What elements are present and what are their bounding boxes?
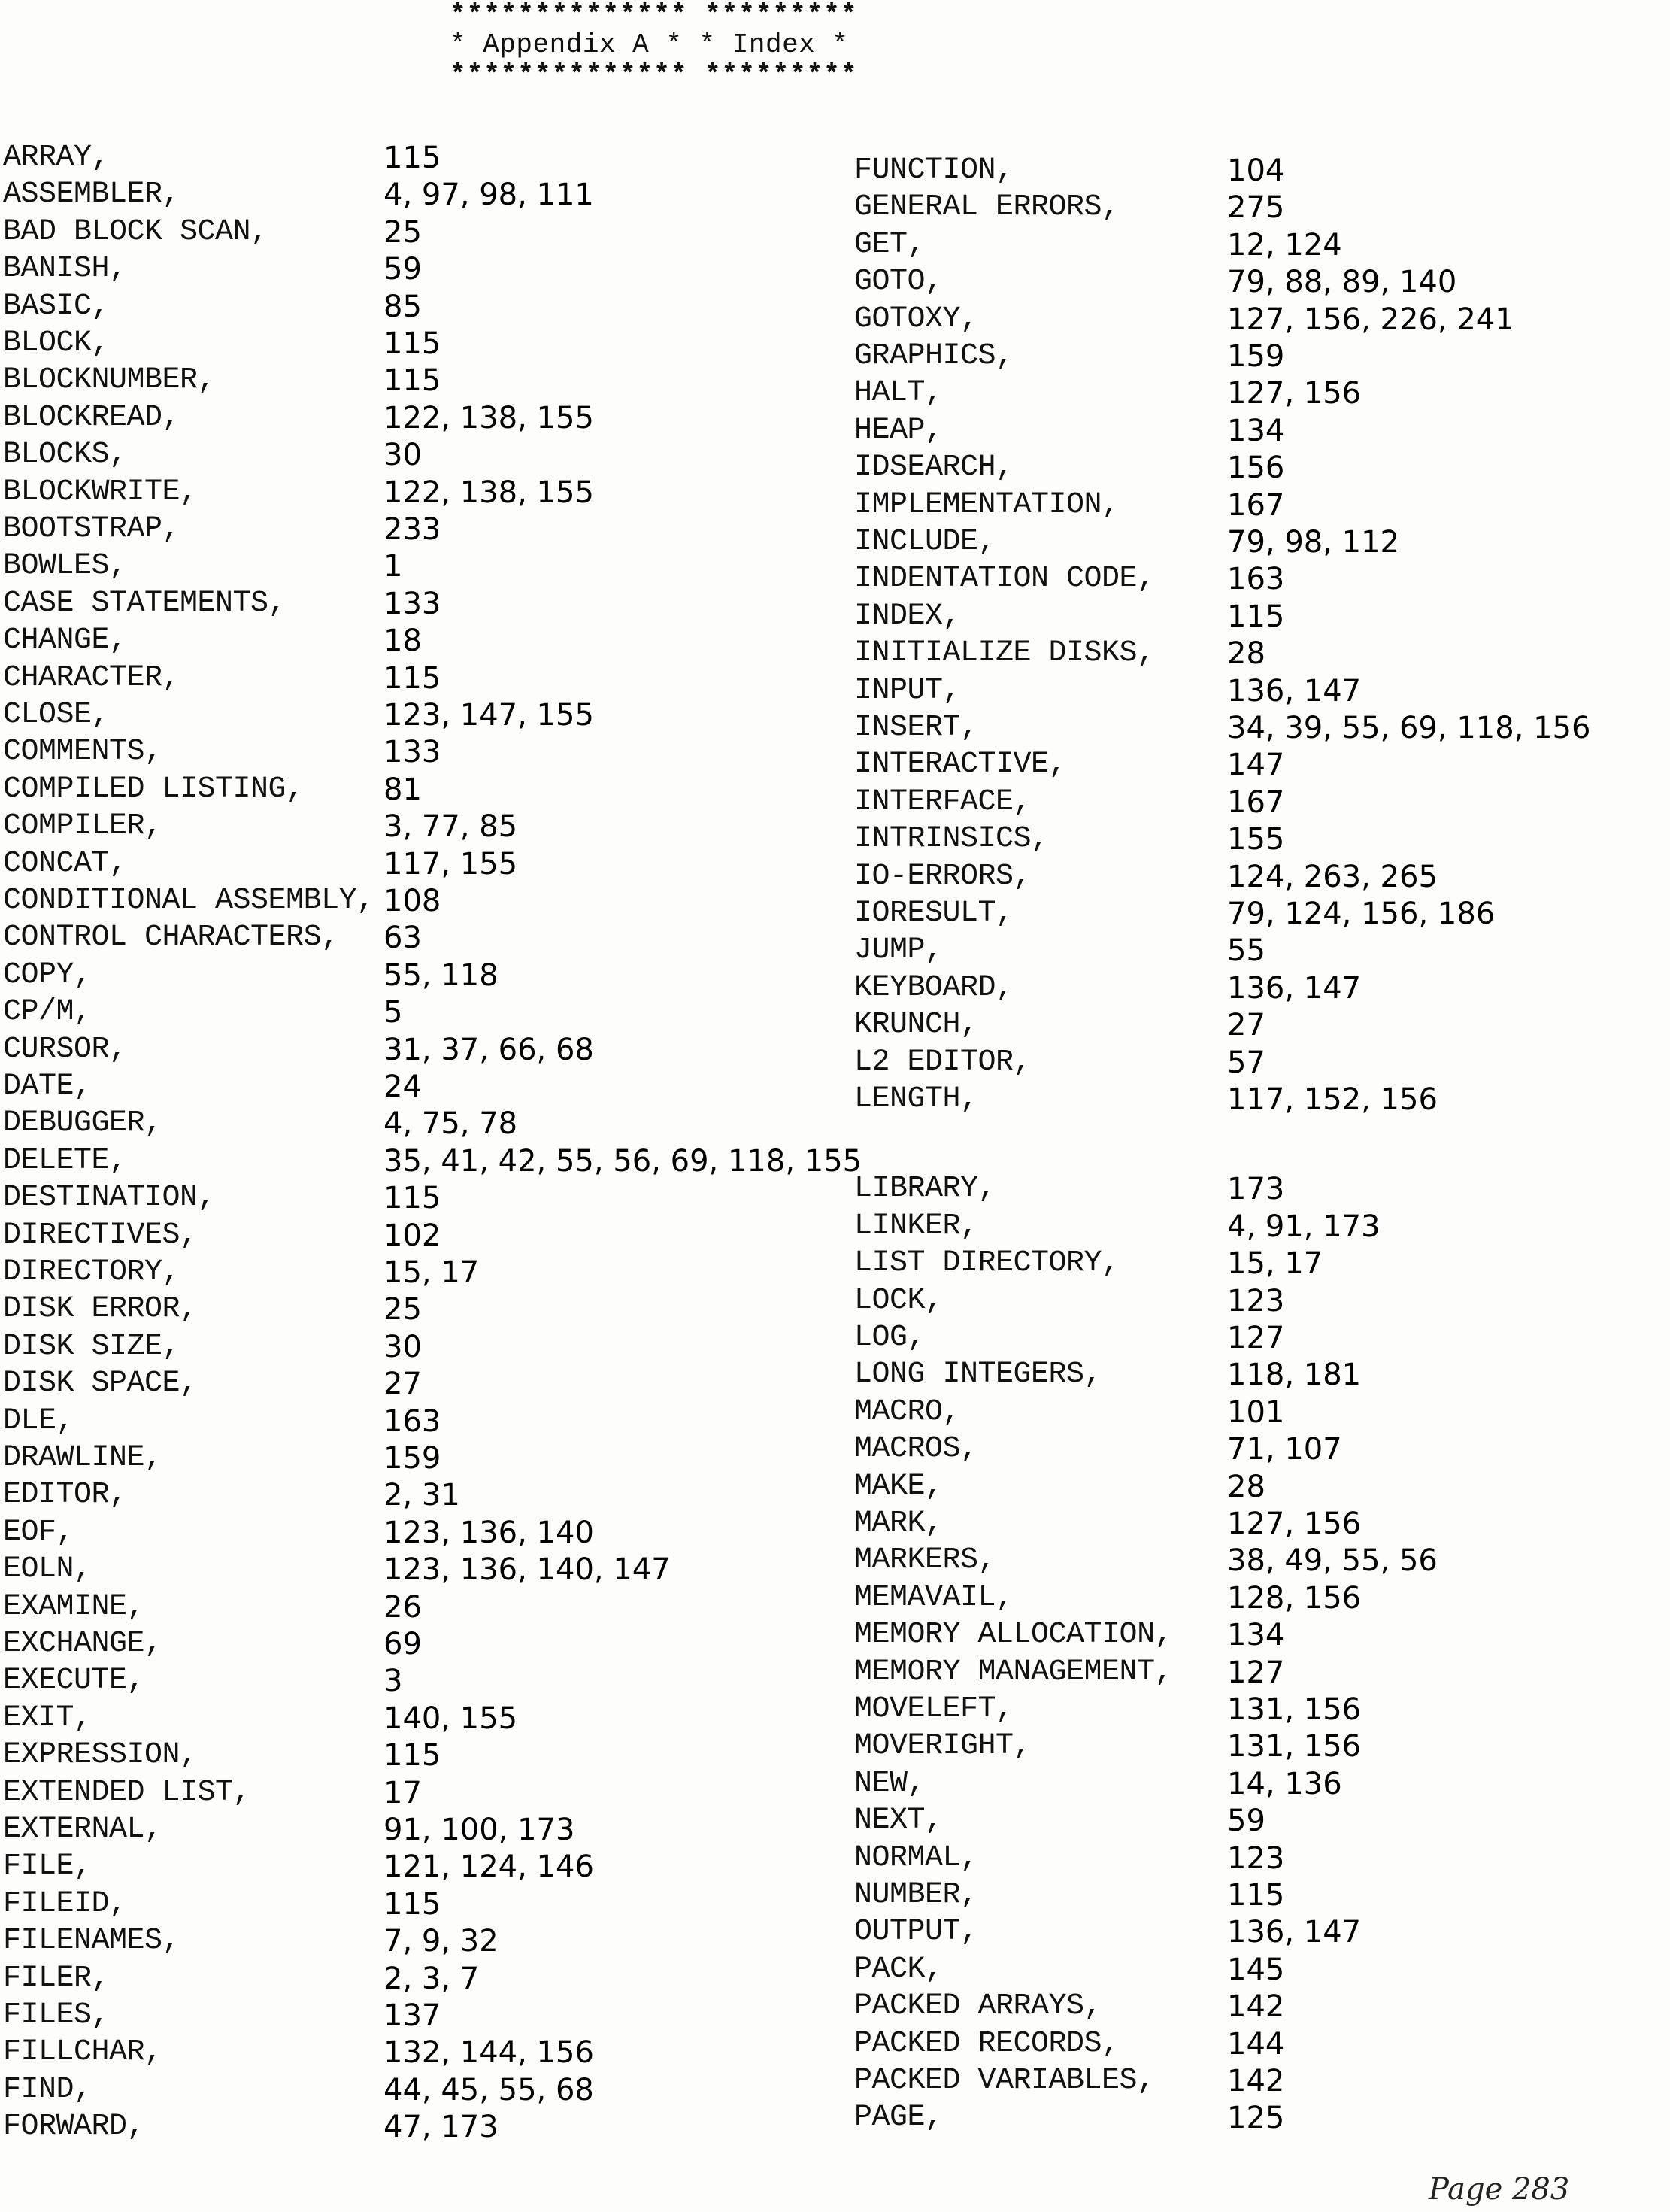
index-page-numbers: 131, 156 bbox=[1227, 1729, 1362, 1764]
index-page-numbers: 27 bbox=[383, 1367, 422, 1402]
index-term: FILENAMES, bbox=[3, 1924, 180, 1959]
index-page-numbers: 25 bbox=[383, 1292, 422, 1328]
index-page-numbers: 142 bbox=[1227, 1989, 1285, 2025]
index-term: ARRAY, bbox=[3, 141, 110, 174]
index-entry bbox=[854, 227, 1670, 263]
index-page-numbers: 127, 156, 226, 241 bbox=[1227, 302, 1514, 337]
index-page-numbers: 131, 156 bbox=[1227, 1692, 1362, 1727]
index-entry bbox=[854, 487, 1670, 523]
index-term: MEMORY MANAGEMENT, bbox=[854, 1655, 1173, 1689]
index-page-numbers: 69 bbox=[383, 1627, 422, 1661]
index-term: EXPRESSION, bbox=[3, 1738, 198, 1773]
index-page-numbers: 117, 152, 156 bbox=[1227, 1082, 1438, 1117]
index-page-numbers: 1 bbox=[383, 549, 403, 584]
index-term: INTERACTIVE, bbox=[854, 748, 1067, 782]
index-entry bbox=[854, 1692, 1670, 1728]
index-page-numbers: 15, 17 bbox=[1227, 1246, 1323, 1282]
index-page-numbers: 122, 138, 155 bbox=[383, 475, 594, 510]
index-entry bbox=[854, 1952, 1670, 1988]
index-entry bbox=[854, 2063, 1670, 2099]
index-term: PACKED RECORDS, bbox=[854, 2026, 1120, 2061]
index-entry bbox=[854, 338, 1670, 375]
index-page-numbers: 25 bbox=[383, 214, 422, 250]
index-term: LINKER, bbox=[854, 1209, 978, 1243]
index-term: PACKED ARRAYS, bbox=[854, 1989, 1102, 2024]
index-term: INCLUDE, bbox=[854, 525, 996, 559]
index-entry bbox=[854, 1506, 1670, 1542]
index-page-numbers: 147 bbox=[1227, 748, 1285, 783]
index-term: INTRINSICS, bbox=[854, 822, 1049, 857]
index-term: IDSEARCH, bbox=[854, 451, 1014, 485]
index-entry bbox=[854, 1082, 1670, 1118]
index-term: NUMBER, bbox=[854, 1878, 978, 1912]
index-page-numbers: 275 bbox=[1227, 190, 1285, 226]
index-page-numbers: 145 bbox=[1227, 1952, 1285, 1987]
index-entry bbox=[854, 190, 1670, 226]
index-term: CASE STATEMENTS, bbox=[3, 586, 286, 621]
index-term: BOOTSTRAP, bbox=[3, 512, 180, 546]
index-page-numbers: 163 bbox=[1227, 562, 1285, 597]
index-entry bbox=[854, 933, 1670, 969]
index-page-numbers: 4, 91, 173 bbox=[1227, 1209, 1381, 1244]
index-page-numbers: 122, 138, 155 bbox=[383, 400, 594, 435]
index-term: L2 EDITOR, bbox=[854, 1045, 1032, 1079]
index-page-numbers: 79, 98, 112 bbox=[1227, 525, 1400, 560]
index-page-numbers: 14, 136 bbox=[1227, 1766, 1342, 1801]
index-entry bbox=[854, 1246, 1670, 1282]
index-entry bbox=[854, 1877, 1670, 1913]
index-term: EXCHANGE, bbox=[3, 1627, 162, 1661]
index-entry bbox=[854, 302, 1670, 338]
index-page-numbers: 115 bbox=[383, 660, 441, 696]
index-term: PAGE, bbox=[854, 2101, 943, 2135]
index-page-numbers: 101 bbox=[1227, 1394, 1285, 1430]
index-page-numbers: 155 bbox=[1227, 822, 1285, 857]
index-term: EXTERNAL, bbox=[3, 1813, 162, 1846]
index-page-numbers: 167 bbox=[1227, 784, 1285, 820]
index-term: EXTENDED LIST, bbox=[3, 1775, 251, 1810]
index-page-numbers: 167 bbox=[1227, 487, 1285, 523]
index-term: LOCK, bbox=[854, 1283, 943, 1318]
index-page-numbers: 4, 97, 98, 111 bbox=[383, 178, 594, 213]
index-page-numbers: 133 bbox=[383, 735, 441, 770]
index-term: CONCAT, bbox=[3, 846, 127, 881]
index-term: COPY, bbox=[3, 957, 92, 992]
index-page-numbers: 159 bbox=[1227, 339, 1285, 374]
index-page-numbers: 163 bbox=[383, 1403, 441, 1439]
index-term: FORWARD, bbox=[3, 2110, 145, 2144]
index-page-numbers: 144 bbox=[1227, 2026, 1285, 2062]
index-term: MARKERS, bbox=[854, 1543, 996, 1578]
index-term: DELETE, bbox=[3, 1143, 127, 1178]
index-page-numbers: 121, 124, 146 bbox=[383, 1849, 594, 1885]
index-term: DIRECTIVES, bbox=[3, 1218, 198, 1252]
index-page-numbers: 5 bbox=[383, 995, 403, 1030]
index-term: CHARACTER, bbox=[3, 660, 180, 695]
index-entry bbox=[854, 1469, 1670, 1505]
index-entry bbox=[854, 636, 1670, 672]
index-page-numbers: 12, 124 bbox=[1227, 227, 1342, 262]
index-term: MOVERIGHT, bbox=[854, 1729, 1032, 1764]
index-entry bbox=[854, 450, 1670, 486]
index-page-numbers: 173 bbox=[1227, 1172, 1285, 1207]
index-page-numbers: 79, 124, 156, 186 bbox=[1227, 897, 1496, 931]
index-page-numbers: 44, 45, 55, 68 bbox=[383, 2072, 594, 2107]
index-page-numbers: 85 bbox=[383, 289, 422, 324]
index-term: DIRECTORY, bbox=[3, 1255, 180, 1289]
index-term: GOTOXY, bbox=[854, 302, 978, 336]
index-entry bbox=[854, 784, 1670, 821]
index-page-numbers: 134 bbox=[1227, 1618, 1285, 1653]
index-page-numbers: 4, 75, 78 bbox=[383, 1106, 518, 1142]
index-page-numbers: 18 bbox=[383, 624, 422, 659]
index-page-numbers: 140, 155 bbox=[383, 1701, 518, 1736]
index-entry bbox=[854, 1580, 1670, 1616]
index-entry bbox=[854, 1171, 1670, 1207]
index-page-numbers: 27 bbox=[1227, 1008, 1265, 1043]
index-term: NEXT, bbox=[854, 1804, 943, 1838]
index-term: INPUT, bbox=[854, 673, 961, 708]
index-term: IORESULT, bbox=[854, 897, 1014, 930]
index-term: KRUNCH, bbox=[854, 1008, 978, 1042]
index-page-numbers: 159 bbox=[383, 1441, 441, 1476]
index-entry bbox=[854, 2026, 1670, 2062]
index-entry bbox=[854, 1394, 1670, 1431]
index-term: EXAMINE, bbox=[3, 1589, 145, 1624]
index-term: BLOCKNUMBER, bbox=[3, 363, 216, 398]
index-term: DISK SIZE, bbox=[3, 1329, 180, 1364]
index-page-numbers: 31, 37, 66, 68 bbox=[383, 1032, 594, 1067]
index-term: CHANGE, bbox=[3, 624, 127, 658]
index-term: MACRO, bbox=[854, 1394, 961, 1429]
index-page-numbers: 156 bbox=[1227, 451, 1285, 486]
index-term: DEBUGGER, bbox=[3, 1106, 162, 1141]
index-page-numbers: 104 bbox=[1227, 153, 1285, 188]
index-entry bbox=[854, 1617, 1670, 1653]
index-term: GENERAL ERRORS, bbox=[854, 190, 1120, 225]
index-entry bbox=[854, 2100, 1670, 2136]
index-page-numbers: 132, 144, 156 bbox=[383, 2035, 594, 2071]
index-entry bbox=[854, 673, 1670, 709]
index-term: LENGTH, bbox=[854, 1082, 978, 1116]
index-page-numbers: 15, 17 bbox=[383, 1255, 480, 1290]
index-term: BLOCKREAD, bbox=[3, 400, 180, 435]
index-term: MARK, bbox=[854, 1507, 943, 1540]
index-page-numbers: 115 bbox=[383, 1738, 441, 1774]
index-entry bbox=[854, 710, 1670, 746]
index-page-numbers: 3 bbox=[383, 1664, 403, 1699]
index-page-numbers: 118, 181 bbox=[1227, 1358, 1362, 1393]
index-term: FIND, bbox=[3, 2072, 92, 2107]
index-page-numbers: 115 bbox=[383, 141, 441, 175]
index-term: NEW, bbox=[854, 1766, 926, 1801]
index-term: FILE, bbox=[3, 1849, 92, 1884]
index-term: FUNCTION, bbox=[854, 153, 1014, 187]
index-term: EOF, bbox=[3, 1515, 74, 1549]
index-page-numbers: 136, 147 bbox=[1227, 673, 1362, 709]
index-entry bbox=[854, 1045, 1670, 1081]
index-page-numbers: 134 bbox=[1227, 413, 1285, 448]
index-term: BANISH, bbox=[3, 252, 127, 287]
index-page-numbers: 30 bbox=[383, 1329, 422, 1364]
index-page-numbers: 125 bbox=[1227, 2101, 1285, 2136]
index-term: FILEID, bbox=[3, 1886, 127, 1921]
index-term: BASIC, bbox=[3, 289, 110, 323]
index-term: IO-ERRORS, bbox=[854, 859, 1032, 894]
index-page-numbers: 47, 173 bbox=[383, 2110, 499, 2145]
index-term: OUTPUT, bbox=[854, 1915, 978, 1950]
index-term: COMPILER, bbox=[3, 809, 162, 844]
index-entry bbox=[854, 1655, 1670, 1691]
page-number: Page 283 bbox=[1429, 2172, 1570, 2207]
index-term: GOTO, bbox=[854, 265, 943, 299]
index-term: DATE, bbox=[3, 1070, 92, 1103]
index-term: LOG, bbox=[854, 1321, 926, 1355]
index-entry bbox=[854, 264, 1670, 300]
header-stars-bottom: ************** ********* bbox=[450, 59, 858, 90]
index-term: LIBRARY, bbox=[854, 1172, 996, 1206]
index-page-numbers: 142 bbox=[1227, 2064, 1285, 2098]
index-page-numbers: 136, 147 bbox=[1227, 1915, 1362, 1950]
index-term: CONDITIONAL ASSEMBLY, bbox=[3, 884, 374, 918]
index-term: MOVELEFT, bbox=[854, 1692, 1014, 1726]
index-term: PACKED VARIABLES, bbox=[854, 2064, 1155, 2098]
index-page-numbers: 124, 263, 265 bbox=[1227, 859, 1438, 894]
index-page-numbers: 123, 147, 155 bbox=[383, 698, 594, 733]
index-page-numbers: 81 bbox=[383, 772, 422, 807]
index-page-numbers: 115 bbox=[383, 363, 441, 399]
index-entry bbox=[854, 1320, 1670, 1356]
index-page-numbers: 55, 118 bbox=[383, 957, 499, 993]
index-entry bbox=[854, 747, 1670, 783]
index-term: FILES, bbox=[3, 1998, 110, 2032]
index-term: COMMENTS, bbox=[3, 735, 162, 769]
index-entry bbox=[854, 1766, 1670, 1802]
index-term: INITIALIZE DISKS, bbox=[854, 636, 1155, 671]
index-term: INDENTATION CODE, bbox=[854, 562, 1155, 596]
index-page-numbers: 136, 147 bbox=[1227, 970, 1362, 1006]
index-page-numbers: 115 bbox=[383, 326, 441, 361]
index-term: BLOCKS, bbox=[3, 438, 127, 472]
index-term: HALT, bbox=[854, 376, 943, 411]
index-term: BLOCK, bbox=[3, 326, 110, 360]
index-entry bbox=[854, 524, 1670, 560]
index-page-numbers: 17 bbox=[383, 1775, 422, 1810]
index-term: MAKE, bbox=[854, 1469, 943, 1503]
index-term: MEMORY ALLOCATION, bbox=[854, 1618, 1173, 1652]
index-term: MACROS, bbox=[854, 1432, 978, 1467]
index-term: LIST DIRECTORY, bbox=[854, 1246, 1120, 1281]
index-page-numbers: 127, 156 bbox=[1227, 1507, 1362, 1541]
index-term: BLOCKWRITE, bbox=[3, 475, 198, 509]
index-page-numbers: 127, 156 bbox=[1227, 376, 1362, 411]
index-term: BAD BLOCK SCAN, bbox=[3, 214, 268, 249]
appendix-header bbox=[450, 0, 931, 90]
index-page-numbers: 28 bbox=[1227, 636, 1265, 672]
index-term: ASSEMBLER, bbox=[3, 178, 180, 212]
header-stars-top: ************** ********* bbox=[450, 0, 858, 30]
index-entry bbox=[854, 1543, 1670, 1579]
index-entry bbox=[854, 375, 1670, 411]
index-page-numbers: 133 bbox=[383, 586, 441, 621]
index-page-numbers: 63 bbox=[383, 921, 422, 956]
index-page-numbers: 123 bbox=[1227, 1840, 1285, 1876]
index-entry bbox=[854, 1431, 1670, 1467]
index-entry bbox=[854, 1840, 1670, 1877]
index-entry bbox=[854, 1803, 1670, 1839]
index-page-numbers: 115 bbox=[383, 1886, 441, 1922]
index-term: DISK ERROR, bbox=[3, 1292, 198, 1327]
index-term: DESTINATION, bbox=[3, 1181, 216, 1215]
index-term: EXECUTE, bbox=[3, 1664, 145, 1698]
index-term: CLOSE, bbox=[3, 698, 110, 732]
index-page-numbers: 28 bbox=[1227, 1469, 1265, 1504]
index-entry bbox=[854, 153, 1670, 189]
index-term: MEMAVAIL, bbox=[854, 1580, 1014, 1615]
index-entry bbox=[854, 821, 1670, 857]
index-entry bbox=[854, 561, 1670, 597]
index-entry bbox=[854, 1007, 1670, 1043]
index-page-numbers: 38, 49, 55, 56 bbox=[1227, 1543, 1438, 1579]
index-page-numbers: 59 bbox=[383, 252, 422, 287]
index-page-numbers: 3, 77, 85 bbox=[383, 809, 518, 845]
index-page-numbers: 127 bbox=[1227, 1655, 1285, 1690]
index-page-numbers: 115 bbox=[383, 1181, 441, 1216]
header-title: * Appendix A * * Index * bbox=[450, 29, 849, 60]
index-entry bbox=[854, 896, 1670, 932]
index-term: PACK, bbox=[854, 1952, 943, 1986]
index-term: GET, bbox=[854, 227, 926, 262]
index-term: DRAWLINE, bbox=[3, 1441, 162, 1475]
index-entry bbox=[854, 859, 1670, 895]
index-page-numbers: 233 bbox=[383, 512, 441, 547]
index-term: INTERFACE, bbox=[854, 784, 1032, 819]
index-term: NORMAL, bbox=[854, 1840, 978, 1875]
index-page-numbers: 34, 39, 55, 69, 118, 156 bbox=[1227, 711, 1591, 745]
index-entry bbox=[854, 1914, 1670, 1950]
index-page-numbers: 115 bbox=[1227, 599, 1285, 634]
index-page-numbers: 123, 136, 140, 147 bbox=[383, 1552, 671, 1588]
index-term: INSERT, bbox=[854, 711, 978, 745]
index-page-numbers: 57 bbox=[1227, 1045, 1265, 1080]
index-page-numbers: 123, 136, 140 bbox=[383, 1515, 594, 1550]
index-term: JUMP, bbox=[854, 933, 943, 968]
index-term: CONTROL CHARACTERS, bbox=[3, 921, 339, 955]
index-entry bbox=[854, 1728, 1670, 1764]
index-page-numbers: 55 bbox=[1227, 933, 1265, 969]
index-term: CP/M, bbox=[3, 995, 92, 1030]
index-entry bbox=[854, 1283, 1670, 1319]
index-page-numbers: 2, 31 bbox=[383, 1478, 460, 1513]
index-page-numbers: 24 bbox=[383, 1070, 422, 1104]
index-term: KEYBOARD, bbox=[854, 970, 1014, 1005]
index-term: EDITOR, bbox=[3, 1478, 127, 1513]
index-term: LONG INTEGERS, bbox=[854, 1358, 1102, 1392]
index-page-numbers: 30 bbox=[383, 438, 422, 473]
index-entry bbox=[854, 970, 1670, 1006]
index-page-numbers: 79, 88, 89, 140 bbox=[1227, 265, 1457, 300]
index-entry bbox=[854, 1209, 1670, 1245]
index-term: GRAPHICS, bbox=[854, 339, 1014, 373]
index-term: EOLN, bbox=[3, 1552, 92, 1587]
index-term: HEAP, bbox=[854, 413, 943, 448]
index-term: FILLCHAR, bbox=[3, 2035, 162, 2070]
index-page-numbers: 108 bbox=[383, 884, 441, 918]
index-term: DLE, bbox=[3, 1403, 74, 1438]
index-page-numbers: 127 bbox=[1227, 1321, 1285, 1355]
index-term: COMPILED LISTING, bbox=[3, 772, 304, 806]
index-entry bbox=[854, 599, 1670, 635]
index-page-numbers: 115 bbox=[1227, 1878, 1285, 1913]
index-entry bbox=[854, 413, 1670, 449]
index-page-numbers: 7, 9, 32 bbox=[383, 1924, 499, 1959]
index-entry bbox=[854, 1357, 1670, 1393]
index-page-numbers: 91, 100, 173 bbox=[383, 1813, 575, 1847]
index-page-numbers: 71, 107 bbox=[1227, 1432, 1342, 1467]
index-term: EXIT, bbox=[3, 1701, 92, 1735]
index-term: FILER, bbox=[3, 1961, 110, 1995]
index-page-numbers: 59 bbox=[1227, 1804, 1265, 1839]
index-term: IMPLEMENTATION, bbox=[854, 487, 1120, 522]
index-term: CURSOR, bbox=[3, 1032, 127, 1067]
index-term: INDEX, bbox=[854, 599, 961, 633]
index-term: DISK SPACE, bbox=[3, 1367, 198, 1401]
index-page-numbers: 35, 41, 42, 55, 56, 69, 118, 155 bbox=[383, 1143, 862, 1179]
index-term: BOWLES, bbox=[3, 549, 127, 584]
index-page-numbers: 2, 3, 7 bbox=[383, 1961, 480, 1996]
index-page-numbers: 26 bbox=[383, 1589, 422, 1625]
index-page-numbers: 102 bbox=[383, 1218, 441, 1253]
index-entry bbox=[854, 1989, 1670, 2025]
index-page-numbers: 117, 155 bbox=[383, 846, 518, 881]
index-page-numbers: 137 bbox=[383, 1998, 441, 2033]
index-page-numbers: 123 bbox=[1227, 1283, 1285, 1318]
index-page-numbers: 128, 156 bbox=[1227, 1580, 1362, 1616]
